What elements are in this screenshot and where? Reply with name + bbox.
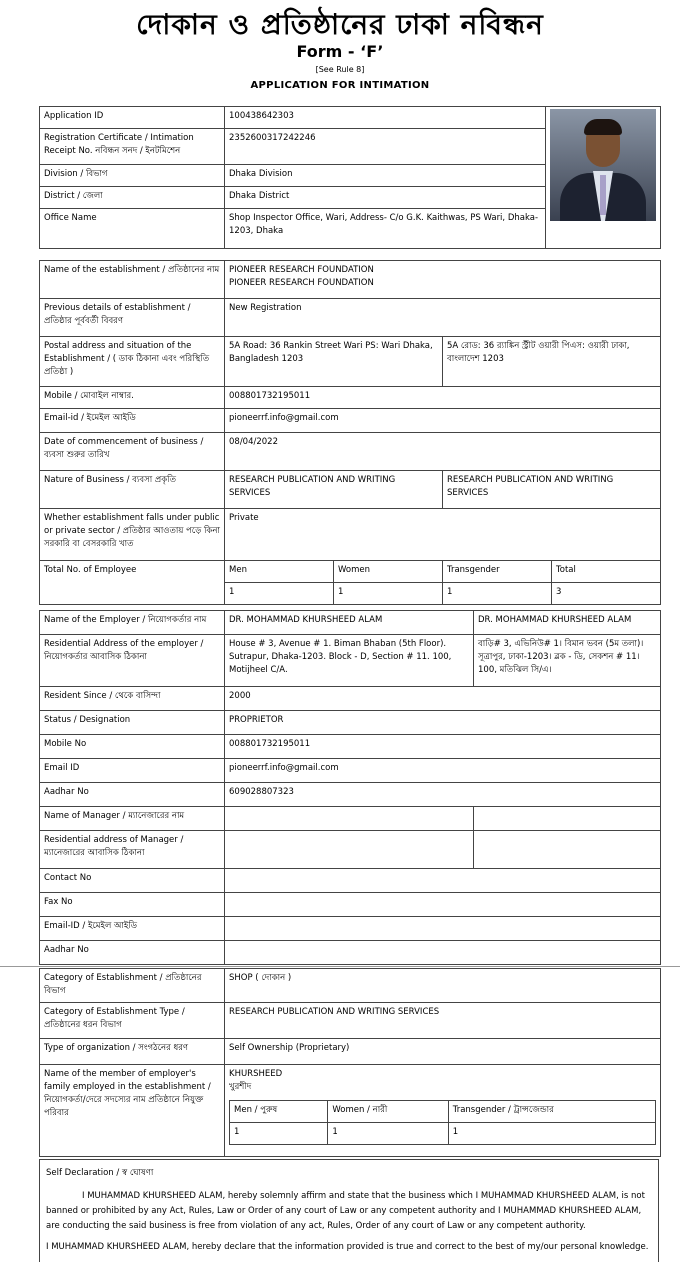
- employer-name-label: Name of the Employer / নিয়োগকর্তার নাম: [40, 611, 225, 635]
- email-value: pioneerrf.info@gmail.com: [225, 409, 661, 433]
- establishment-name-label: Name of the establishment / প্রতিষ্ঠানের নাম: [40, 261, 225, 299]
- employee-men-value: 1: [225, 583, 334, 605]
- form-header: [0, 10, 680, 91]
- mobile-label: Mobile / মোবাইল নাম্বার.: [40, 387, 225, 409]
- employer-aadhar-label: Aadhar No: [40, 783, 225, 807]
- status-label: Status / Designation: [40, 711, 225, 735]
- employer-address-label: Residential Address of the employer / নিয়োগকর্তার আবাসিক ঠিকানা: [40, 635, 225, 687]
- contact-value: [225, 869, 661, 893]
- manager-name-label: Name of Manager / ম্যানেজারের নাম: [40, 807, 225, 831]
- fax-value: [225, 893, 661, 917]
- contact-label: Contact No: [40, 869, 225, 893]
- division-value: Dhaka Division: [225, 165, 546, 187]
- commencement-date-label: Date of commencement of business / ব্যবসা শুরুর তারিখ: [40, 433, 225, 471]
- category-value: SHOP ( দোকান ): [225, 969, 661, 1003]
- manager-address-label: Residential address of Manager / ম্যানেজারের আবাসিক ঠিকানা: [40, 831, 225, 869]
- registration-table: [39, 106, 661, 249]
- manager-email-value: [225, 917, 661, 941]
- employee-women-value: 1: [334, 583, 443, 605]
- employer-email-label: Email ID: [40, 759, 225, 783]
- nature-of-business-label: Nature of Business / ব্যবসা প্রকৃতি: [40, 471, 225, 509]
- commencement-date-value: 08/04/2022: [225, 433, 661, 471]
- family-women-header: Women / নারী: [328, 1101, 448, 1123]
- email-label: Email-id / ইমেইল আইডি: [40, 409, 225, 433]
- family-men-value: 1: [230, 1123, 328, 1145]
- mobile-value: 008801732195011: [225, 387, 661, 409]
- rule-reference: [See Rule 8]: [315, 65, 365, 74]
- organization-type-label: Type of organization / সংগঠনের ধরণ: [40, 1039, 225, 1065]
- applicant-photo: [550, 109, 656, 221]
- application-id-value: 100438642303: [225, 107, 546, 129]
- establishment-name-bn: PIONEER RESEARCH FOUNDATION: [229, 278, 374, 288]
- manager-aadhar-value: [225, 941, 661, 965]
- family-men-header: Men / পুরুষ: [230, 1101, 328, 1123]
- category-label: Category of Establishment / প্রতিষ্ঠানের বিভাগ: [40, 969, 225, 1003]
- postal-address-label: Postal address and situation of the Establishment / ( ডাক ঠিকানা এবং পরিস্থিতি প্রতিষ্ঠা ): [40, 337, 225, 387]
- district-value: Dhaka District: [225, 187, 546, 209]
- declaration-paragraph-2: I MUHAMMAD KHURSHEED ALAM, hereby declare that the information provided is true and correct to the best of my/our personal knowledge.: [46, 1242, 649, 1252]
- family-member-name-bn: খুরশীদ: [229, 1082, 252, 1092]
- employee-transgender-header: Transgender: [443, 561, 552, 583]
- form-number: Form - ‘F’: [296, 42, 384, 61]
- postal-address-bn: 5A রোড: 36 র‍্যাঙ্কিন স্ট্রীট ওয়ারী পিএস: ওয়ারী ঢাকা, বাংলাদেশ 1203: [443, 337, 661, 387]
- district-label: District / জেলা: [40, 187, 225, 209]
- category-type-value: RESEARCH PUBLICATION AND WRITING SERVICES: [225, 1003, 661, 1039]
- establishment-table: [39, 260, 661, 605]
- nature-of-business-bn: RESEARCH PUBLICATION AND WRITING SERVICES: [443, 471, 661, 509]
- page-break: [0, 966, 680, 967]
- employer-address-en: House # 3, Avenue # 1. Biman Bhaban (5th Floor). Sutrapur, Dhaka-1203. Block - D, Section # 11. 100, Motijheel C/A.: [225, 635, 474, 687]
- employee-total-header: Total: [552, 561, 661, 583]
- employer-mobile-value: 008801732195011: [225, 735, 661, 759]
- office-name-value: Shop Inspector Office, Wari, Address- C/o G.K. Kaithwas, PS Wari, Dhaka-1203, Dhaka: [225, 209, 546, 249]
- total-employee-label: Total No. of Employee: [40, 561, 225, 605]
- organization-type-value: Self Ownership (Proprietary): [225, 1039, 661, 1065]
- resident-since-value: 2000: [225, 687, 661, 711]
- category-type-label: Category of Establishment Type / প্রতিষ্ঠানের ধরন বিভাগ: [40, 1003, 225, 1039]
- employer-aadhar-value: 609028807323: [225, 783, 661, 807]
- registration-certificate-label: Registration Certificate / Intimation Receipt No. নবিন্ধন সনদ / ইনটমিশেন: [40, 129, 225, 165]
- manager-email-label: Email-ID / ইমেইল আইডি: [40, 917, 225, 941]
- family-transgender-header: Transgender / ট্রান্সজেন্ডার: [448, 1101, 655, 1123]
- manager-address-en: [225, 831, 474, 869]
- resident-since-label: Resident Since / থেকে বাসিন্দা: [40, 687, 225, 711]
- employer-table: [39, 610, 661, 965]
- employer-email-value: pioneerrf.info@gmail.com: [225, 759, 661, 783]
- family-member-label: Name of the member of employer's family employed in the establishment / নিয়োগকর্তা/দেরে সদস্যের নাম প্রতিষ্ঠানে নিযুক্ত পরিবার: [40, 1065, 225, 1157]
- employee-men-header: Men: [225, 561, 334, 583]
- fax-label: Fax No: [40, 893, 225, 917]
- previous-details-value: New Registration: [225, 299, 661, 337]
- nature-of-business-en: RESEARCH PUBLICATION AND WRITING SERVICES: [225, 471, 443, 509]
- establishment-name-en: PIONEER RESEARCH FOUNDATION: [229, 265, 374, 275]
- photo-cell: [546, 107, 661, 249]
- family-member-table: [229, 1100, 656, 1145]
- postal-address-en: 5A Road: 36 Rankin Street Wari PS: Wari Dhaka, Bangladesh 1203: [225, 337, 443, 387]
- establishment-name-value: [225, 261, 661, 299]
- previous-details-label: Previous details of establishment / প্রতিষ্ঠার পূর্ববর্তী বিবরণ: [40, 299, 225, 337]
- employee-transgender-value: 1: [443, 583, 552, 605]
- family-transgender-value: 1: [448, 1123, 655, 1145]
- manager-aadhar-label: Aadhar No: [40, 941, 225, 965]
- division-label: Division / বিভাগ: [40, 165, 225, 187]
- form-subtitle: APPLICATION FOR INTIMATION: [250, 80, 430, 91]
- employer-mobile-label: Mobile No: [40, 735, 225, 759]
- employer-name-en: DR. MOHAMMAD KHURSHEED ALAM: [225, 611, 474, 635]
- category-table: [39, 968, 661, 1157]
- manager-name-en: [225, 807, 474, 831]
- sector-value: Private: [225, 509, 661, 561]
- employee-total-value: 3: [552, 583, 661, 605]
- family-member-name-en: KHURSHEED: [229, 1069, 283, 1079]
- office-name-label: Office Name: [40, 209, 225, 249]
- declaration-title: Self Declaration / স্ব ঘোষণা: [46, 1168, 154, 1178]
- declaration-paragraph-1: I MUHAMMAD KHURSHEED ALAM, hereby solemnly affirm and state that the business which I MUHAMMAD KHURSHEED ALAM, is not banned or prohibited by any Act, Rules, Law or Order of any court of Law or any competent authority and I MUHAMMAD KHURSHEED ALAM, are conducting the said business is free from violation of any act, Rules, Order of any court of Law or any competent authority.: [46, 1191, 645, 1231]
- document-title: দোকান ও প্রতিষ্ঠানের ঢাকা নবিন্ধন: [136, 8, 544, 41]
- self-declaration: [39, 1159, 659, 1262]
- sector-label: Whether establishment falls under public or private sector / প্রতিষ্ঠার আওতায় পড়ে কিনা সরকারি বা বেসরকারি খাত: [40, 509, 225, 561]
- manager-address-bn: [474, 831, 661, 869]
- family-member-cell: [225, 1065, 661, 1157]
- status-value: PROPRIETOR: [225, 711, 661, 735]
- family-women-value: 1: [328, 1123, 448, 1145]
- employer-name-bn: DR. MOHAMMAD KHURSHEED ALAM: [474, 611, 661, 635]
- registration-certificate-value: 2352600317242246: [225, 129, 546, 165]
- employer-address-bn: বাড়ি# 3, এভিনিউ# 1। বিমান ভবন (5ম তলা)। সূত্রাপুর, ঢাকা-1203। ব্লক - ডি, সেকশন # 11। 100, মতিঝিল সি/এ।: [474, 635, 661, 687]
- employee-women-header: Women: [334, 561, 443, 583]
- application-id-label: Application ID: [40, 107, 225, 129]
- manager-name-bn: [474, 807, 661, 831]
